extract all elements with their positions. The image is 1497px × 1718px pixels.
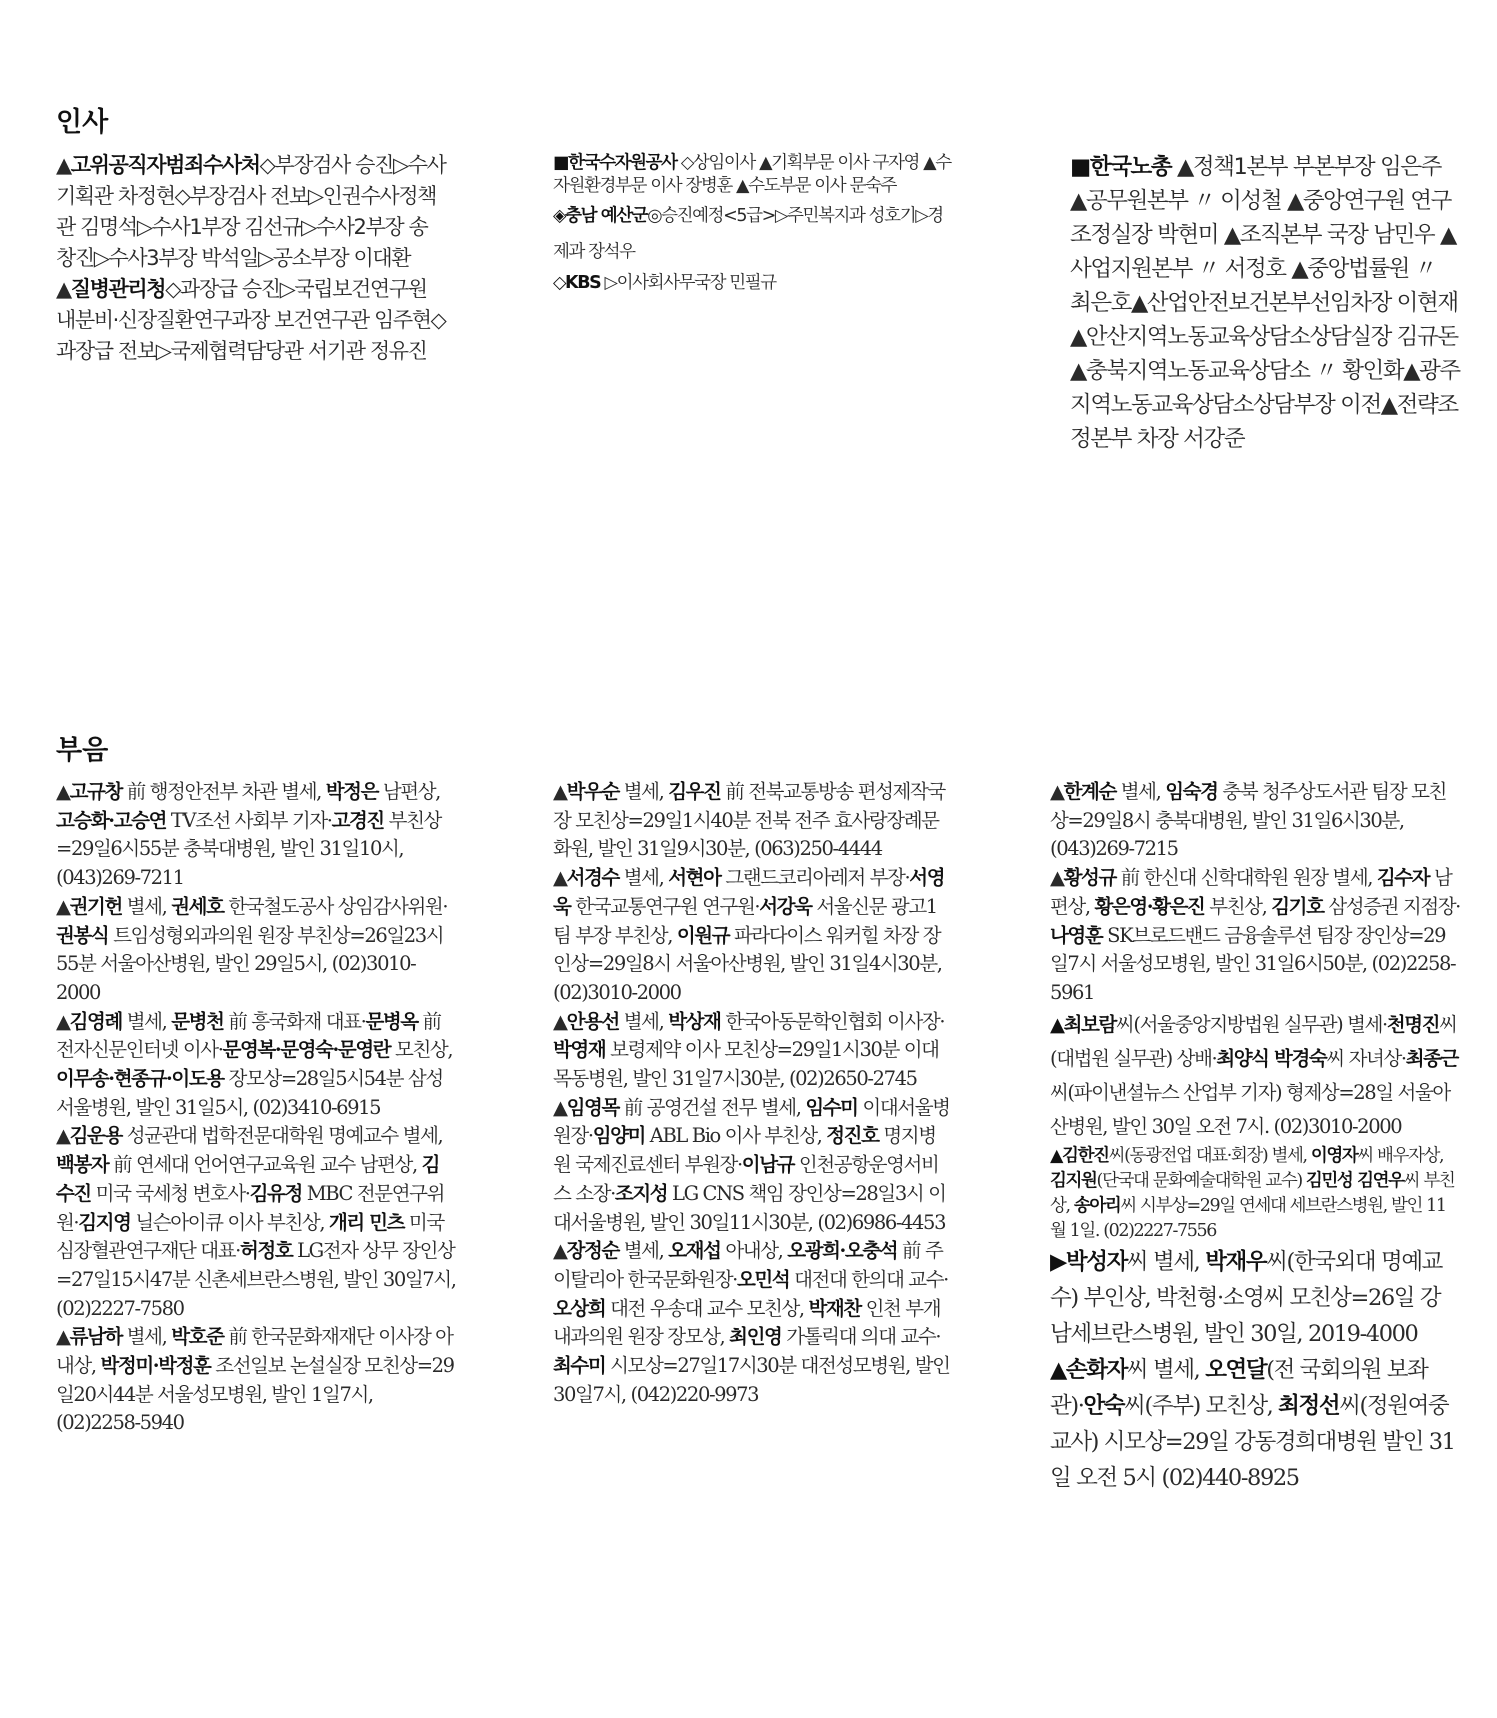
entry-name: 송아리 bbox=[1073, 1195, 1121, 1216]
entry-name: 문영복·문영숙·문영란 bbox=[222, 1038, 391, 1062]
entry-text: ▲ bbox=[56, 1124, 70, 1148]
entry-name: ▶박성자 bbox=[1050, 1248, 1127, 1275]
entry-name: 서강욱 bbox=[759, 894, 812, 918]
entry-text: ▷이사회사무국장 민필규 bbox=[600, 273, 776, 293]
entry-text: 씨 시부상=29일 연세대 세브란스병원, 발인 11월 1일. (02)2227-7556 bbox=[1050, 1195, 1446, 1241]
obituary-column-1 bbox=[56, 778, 456, 1438]
entry-text: 씨(정원여중 교사) 시모상=29일 강동경희대병원 발인 31일 오전 5시 (02)440-8925 bbox=[1050, 1392, 1455, 1491]
entry-paragraph bbox=[56, 150, 446, 274]
entry-name: 황은영·황은진 bbox=[1094, 894, 1205, 918]
entry-text: 前 공영건설 전무 별세, bbox=[618, 1095, 806, 1119]
entry-paragraph bbox=[1050, 864, 1460, 1008]
entry-name: 임수미 bbox=[805, 1095, 858, 1119]
entry-name: 오재섭 bbox=[668, 1239, 721, 1263]
personnel-column-1 bbox=[56, 150, 446, 367]
entry-text: 충북 청주상도서관 팀장 모친상=29일8시 충북대병원, 발인 31일6시30분, (043)269-7215 bbox=[1050, 780, 1446, 861]
entry-text: (전 국회의원 보좌관)· bbox=[1050, 1356, 1428, 1419]
entry-name: 박정은 bbox=[325, 780, 379, 803]
entry-name: 최정선 bbox=[1278, 1392, 1340, 1419]
entry-text: ▲ bbox=[56, 1325, 70, 1349]
entry-name: 이영자 bbox=[1310, 1145, 1358, 1166]
entry-name: 박우순 bbox=[566, 780, 619, 803]
entry-name: 정진호 bbox=[826, 1124, 879, 1148]
entry-paragraph bbox=[553, 1237, 953, 1409]
entry-text: 씨 자녀상· bbox=[1326, 1046, 1406, 1070]
entry-text: ▲ bbox=[56, 277, 71, 301]
entry-name: 장정순 bbox=[566, 1239, 619, 1263]
entry-name: 이무송·현종규·이도용 bbox=[56, 1067, 224, 1091]
entry-paragraph bbox=[1050, 778, 1460, 864]
entry-text: 씨 별세, bbox=[1126, 1356, 1206, 1383]
entry-name: 박정미·박정훈 bbox=[100, 1354, 211, 1378]
entry-text: 이대서울병원장· bbox=[553, 1095, 950, 1148]
entry-text: 조선일보 논설실장 모친상=29일20시44분 서울성모병원, 발인 1일7시, (02)2258-5940 bbox=[56, 1354, 454, 1435]
entry-name: 서영욱 bbox=[553, 866, 945, 918]
entry-name: 백봉자 bbox=[56, 1153, 109, 1177]
entry-name: 이남규 bbox=[741, 1153, 795, 1177]
entry-paragraph bbox=[553, 778, 953, 864]
entry-text: 성균관대 법학전문대학원 명예교수 별세, bbox=[121, 1124, 443, 1148]
entry-name: 문병옥 bbox=[365, 1009, 418, 1033]
entry-text: 前 흥국화재 대표· bbox=[223, 1009, 366, 1033]
entry-paragraph bbox=[1050, 1352, 1460, 1496]
entry-text: 시모상=27일17시30분 대전성모병원, 발인 30일7시, (042)220-9973 bbox=[553, 1354, 950, 1406]
entry-name: 박상재 bbox=[668, 1009, 721, 1033]
entry-text: ▲ bbox=[1050, 866, 1064, 890]
entry-text: 인천공항운영서비스 소장· bbox=[553, 1153, 939, 1205]
entry-text: LG전자 상무 장인상=27일15시47분 신촌세브란스병원, 발인 30일7시, (02)2227-7580 bbox=[56, 1239, 456, 1320]
entry-text: 별세, bbox=[121, 1325, 172, 1349]
entry-text: 前 한국문화재재단 이사장 아내상, bbox=[56, 1325, 453, 1378]
entry-paragraph bbox=[553, 1008, 953, 1094]
entry-name: 고경진 bbox=[331, 808, 384, 832]
entry-text: 前 주이탈리아 한국문화원장· bbox=[553, 1239, 943, 1291]
entry-text: ▲ bbox=[1050, 780, 1064, 803]
obituary-column-2 bbox=[553, 778, 953, 1409]
section-title-bueum: 부음 bbox=[56, 735, 109, 766]
entry-name: 안용선 bbox=[566, 1009, 619, 1033]
entry-name: 이원규 bbox=[676, 923, 730, 947]
entry-paragraph bbox=[553, 864, 953, 1008]
entry-name: 질병관리청 bbox=[70, 277, 166, 301]
entry-paragraph bbox=[56, 1008, 456, 1123]
entry-name: 허정호 bbox=[239, 1239, 293, 1263]
entry-name: 최종근 bbox=[1405, 1046, 1458, 1070]
entry-text: ◎승진예정<5급>▷주민복지과 성호기▷경제과 장석우 bbox=[553, 206, 943, 262]
entry-text: 아내상, bbox=[720, 1239, 788, 1263]
entry-text: 한국아동문학인협회 이사장· bbox=[720, 1009, 945, 1033]
entry-name: 임영목 bbox=[566, 1095, 619, 1119]
entry-text: 별세, bbox=[618, 866, 669, 890]
entry-paragraph bbox=[553, 152, 951, 198]
personnel-column-2 bbox=[553, 152, 951, 296]
entry-text: 삼성증권 지점장· bbox=[1323, 894, 1460, 918]
personnel-column-3 bbox=[1070, 150, 1460, 456]
entry-text: 보령제약 이사 모친상=29일1시30분 이대목동병원, 발인 31일7시30분, (02)2650-2745 bbox=[553, 1038, 939, 1091]
entry-text: ▲정책1본부 부본부장 임은주 ▲공무원본부 〃 이성철 ▲중앙연구원 연구조정실장 박현미 ▲조직본부 국장 남민우 ▲사업지원본부 〃 서정호 ▲중앙법률원 〃 최은호▲산업안전보건본부선임차장 이현재▲안산지역노동교육상담소상담실장 김규돈▲충북지역노동교육상담소 〃 황인화▲광주지역노동교육상담소상담부장 이전▲전략조정본부 차장 서강준 bbox=[1070, 154, 1460, 452]
entry-paragraph bbox=[1050, 1008, 1460, 1144]
entry-name: 오광희·오충석 bbox=[787, 1239, 898, 1263]
entry-name: 나영훈 bbox=[1050, 923, 1103, 947]
entry-text: 별세, bbox=[121, 894, 172, 918]
entry-text: 별세, bbox=[618, 780, 669, 803]
entry-name: 김수자 bbox=[1376, 866, 1430, 890]
entry-name: 한계순 bbox=[1063, 780, 1116, 803]
entry-text: 대전 우송대 교수 모친상, bbox=[605, 1296, 809, 1320]
entry-text: 부친상=29일6시55분 충북대병원, 발인 31일10시, (043)269-7211 bbox=[56, 808, 441, 890]
entry-text: 부친상, bbox=[1204, 894, 1272, 918]
entry-text: 씨 배우자상, bbox=[1357, 1145, 1444, 1166]
entry-name: 김지원 bbox=[1050, 1170, 1097, 1191]
entry-paragraph bbox=[56, 1122, 456, 1323]
entry-text: 씨(대법원 실무관) 상배· bbox=[1050, 1012, 1457, 1070]
entry-text: 씨(주부) 모친상, bbox=[1124, 1392, 1279, 1419]
entry-text: 前 한신대 신학대학원 원장 별세, bbox=[1115, 866, 1377, 890]
entry-paragraph bbox=[56, 1323, 456, 1438]
entry-text: ▲ bbox=[56, 1009, 70, 1033]
entry-name: 안숙 bbox=[1083, 1392, 1125, 1419]
entry-text: 前 연세대 언어연구교육원 교수 남편상, bbox=[108, 1153, 422, 1177]
entry-name: 김운용 bbox=[69, 1124, 122, 1148]
entry-paragraph bbox=[1050, 1244, 1460, 1352]
entry-text: 명지병원 국제진료센터 부원장· bbox=[553, 1124, 936, 1177]
entry-text: 그랜드코리아레저 부장· bbox=[720, 866, 910, 890]
entry-text: 前 전북교통방송 편성제작국장 모친상=29일1시40분 전북 전주 효사랑장례문화원, 발인 31일9시30분, (063)250-4444 bbox=[553, 780, 945, 861]
entry-text: 前 행정안전부 차관 별세, bbox=[121, 780, 326, 803]
entry-paragraph bbox=[553, 1094, 953, 1238]
entry-name: 김수진 bbox=[56, 1153, 439, 1205]
entry-name: 오상희 bbox=[553, 1296, 606, 1320]
entry-name: 개리 민츠 bbox=[328, 1210, 405, 1234]
entry-text: 별세, bbox=[618, 1239, 669, 1263]
entry-name: 김우진 bbox=[668, 780, 721, 803]
entry-text: 가톨릭대 의대 교수· bbox=[781, 1325, 941, 1349]
entry-text: 별세, bbox=[618, 1009, 669, 1033]
entry-text: ABL Bio 이사 부친상, bbox=[645, 1124, 827, 1148]
entry-text: 씨 별세, bbox=[1126, 1248, 1206, 1275]
entry-name: 오연달 bbox=[1205, 1356, 1267, 1383]
entry-name: 최인영 bbox=[729, 1325, 782, 1349]
entry-name: 서경수 bbox=[566, 866, 619, 890]
entry-name: 김유정 bbox=[249, 1181, 302, 1205]
entry-text: 별세, bbox=[121, 1009, 172, 1033]
entry-text: ▲ bbox=[553, 1009, 567, 1033]
entry-text: 장모상=28일5시54분 삼성서울병원, 발인 31일5시, (02)3410-6915 bbox=[56, 1067, 443, 1119]
entry-text: 前 전자신문인터넷 이사· bbox=[56, 1009, 441, 1062]
entry-name: 박호준 bbox=[171, 1325, 224, 1349]
entry-text: 미국 국세청 변호사· bbox=[90, 1181, 250, 1205]
entry-text: 씨(서울중앙지방법원 실무관) 별세· bbox=[1115, 1012, 1387, 1036]
entry-text: 모친상, bbox=[390, 1038, 453, 1062]
entry-name: 류남하 bbox=[69, 1325, 122, 1349]
entry-name: 조지성 bbox=[614, 1181, 668, 1205]
entry-text: TV조선 사회부 기자· bbox=[166, 808, 332, 832]
entry-text: ◇부장검사 승진▷수사기획관 차정현◇부장검사 전보▷인권수사정책관 김명석▷수사1부장 김선규▷수사2부장 송창진▷수사3부장 박석일▷공소부장 이대환 bbox=[56, 153, 446, 270]
entry-name: ■한국노총 bbox=[1070, 154, 1172, 180]
entry-name: 고승화·고승연 bbox=[56, 808, 167, 832]
entry-text: 씨(동광전업 대표·회장) 별세, bbox=[1108, 1145, 1311, 1166]
entry-name: ■한국수자원공사 bbox=[553, 153, 677, 173]
entry-name: 권기헌 bbox=[69, 894, 122, 918]
entry-text: 대전대 한의대 교수· bbox=[789, 1267, 948, 1291]
entry-paragraph bbox=[56, 893, 456, 1008]
entry-text: 별세, bbox=[1115, 780, 1166, 803]
entry-text: 한국철도공사 상임감사위원· bbox=[223, 894, 448, 918]
entry-name: 임양미 bbox=[592, 1124, 645, 1148]
entry-text: ▲ bbox=[56, 153, 71, 177]
entry-text: ◇상임이사 ▲기획부문 이사 구자영 ▲수자원환경부문 이사 장병훈 ▲수도부문 이사 문숙주 bbox=[553, 153, 951, 196]
section-title-insa: 인사 bbox=[56, 107, 109, 138]
entry-name: 최수미 bbox=[553, 1354, 606, 1378]
entry-name: 천명진 bbox=[1386, 1012, 1440, 1036]
entry-name: 오민석 bbox=[736, 1267, 790, 1291]
entry-name: 황성규 bbox=[1063, 866, 1116, 890]
entry-name: 고규창 bbox=[69, 780, 122, 803]
entry-text: 한국교통연구원 연구원· bbox=[570, 894, 760, 918]
entry-name: 문병천 bbox=[171, 1009, 224, 1033]
entry-name: 서현아 bbox=[668, 866, 721, 890]
entry-text: 미국 심장혈관연구재단 대표· bbox=[56, 1210, 444, 1263]
entry-paragraph bbox=[553, 198, 951, 270]
entry-text: 씨 부친상, bbox=[1050, 1170, 1455, 1216]
entry-name: ▲최보람 bbox=[1050, 1012, 1116, 1036]
entry-text: ▲ bbox=[553, 866, 567, 890]
entry-text: 남편상, bbox=[1050, 866, 1452, 918]
entry-name: ▲김한진 bbox=[1050, 1145, 1109, 1166]
entry-text: 인천 부개내과의원 원장 장모상, bbox=[553, 1296, 941, 1349]
entry-name: 임숙경 bbox=[1165, 780, 1218, 803]
entry-name: 권세호 bbox=[171, 894, 224, 918]
entry-name: 최양식 박경숙 bbox=[1216, 1046, 1327, 1070]
obituary-column-3 bbox=[1050, 778, 1460, 1496]
entry-paragraph bbox=[1070, 150, 1460, 456]
entry-name: 고위공직자범죄수사처 bbox=[70, 153, 260, 177]
entry-paragraph bbox=[56, 274, 446, 367]
entry-paragraph bbox=[553, 270, 951, 296]
entry-text: 씨(파이낸셜뉴스 산업부 기자) 형제상=28일 서울아산병원, 발인 30일 오전 7시. (02)3010-2000 bbox=[1050, 1080, 1450, 1138]
entry-name: 김민성 김연우 bbox=[1305, 1170, 1404, 1191]
entry-text: ◇과장급 승진▷국립보건연구원 내분비·신장질환연구과장 보건연구관 임주현◇과장급 전보▷국제협력담당관 서기관 정유진 bbox=[56, 277, 446, 363]
entry-name: 박영재 bbox=[553, 1038, 606, 1062]
entry-text: ▲ bbox=[553, 1239, 567, 1263]
entry-text: ▲ bbox=[56, 894, 70, 918]
entry-text: 남편상, bbox=[378, 780, 440, 803]
entry-name: ◇KBS bbox=[553, 273, 601, 293]
entry-text: MBC 전문연구위원· bbox=[56, 1181, 445, 1234]
entry-name: 김영례 bbox=[69, 1009, 122, 1033]
entry-text: SK브로드밴드 금융솔루션 팀장 장인상=29일7시 서울성모병원, 발인 31일6시50분, (02)2258-5961 bbox=[1050, 923, 1456, 1004]
entry-paragraph bbox=[1050, 1144, 1460, 1244]
entry-name: 권봉식 bbox=[56, 923, 109, 947]
entry-text: ▲ bbox=[56, 780, 70, 803]
entry-name: ◈충남 예산군 bbox=[553, 206, 648, 226]
entry-text: ▲ bbox=[553, 780, 567, 803]
entry-text: 파라다이스 워커힐 차장 장인상=29일8시 서울아산병원, 발인 31일4시30분, (02)3010-2000 bbox=[553, 923, 942, 1004]
entry-name: 박재찬 bbox=[808, 1296, 861, 1320]
entry-name: 박재우 bbox=[1205, 1248, 1267, 1275]
entry-text: 닐슨아이큐 이사 부친상, bbox=[130, 1210, 329, 1234]
entry-text: 씨(한국외대 명예교수) 부인상, 박천형·소영씨 모친상=26일 강남세브란스병원, 발인 30일, 2019-4000 bbox=[1050, 1248, 1443, 1347]
entry-text: 서울신문 광고1팀 부장 부친상, bbox=[553, 894, 937, 947]
entry-name: 김지영 bbox=[78, 1210, 131, 1234]
entry-text: 트임성형외과의원 원장 부친상=26일23시55분 서울아산병원, 발인 29일5시, (02)3010-2000 bbox=[56, 923, 444, 1004]
entry-paragraph bbox=[56, 778, 456, 893]
entry-text: LG CNS 책임 장인상=28일3시 이대서울병원, 발인 30일11시30분, (02)6986-4453 bbox=[553, 1181, 946, 1234]
entry-text: ▲ bbox=[553, 1095, 567, 1119]
entry-name: ▲손화자 bbox=[1050, 1356, 1127, 1383]
entry-name: 김기호 bbox=[1271, 894, 1324, 918]
entry-text: (단국대 문화예술대학원 교수) bbox=[1096, 1170, 1306, 1191]
